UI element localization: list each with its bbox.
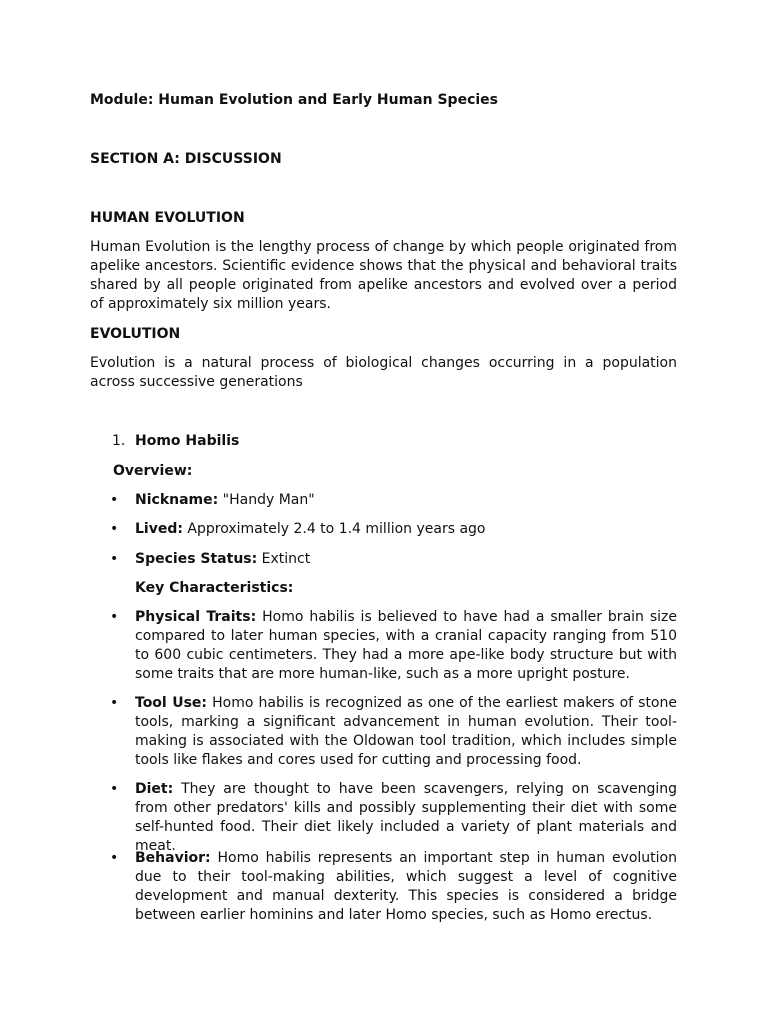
evolution-paragraph: Evolution is a natural process of biological changes occurring in a population across successive generations <box>90 355 677 390</box>
overview-item-lived <box>135 520 677 539</box>
section-title: SECTION A: DISCUSSION <box>90 151 282 167</box>
characteristic-diet <box>135 780 677 856</box>
key-characteristics-label: Key Characteristics: <box>135 580 294 596</box>
characteristic-text: Homo habilis represents an important step in human evolution due to their tool-making abilities, which suggest a level of cognitive development and manual dexterity. This species is considered a bridge between earlier hominins and later Homo species, such as Homo erectus. <box>135 850 677 923</box>
overview-label-nickname: Nickname: <box>135 492 219 508</box>
human-evolution-heading: HUMAN EVOLUTION <box>90 210 245 226</box>
characteristic-tool-use <box>135 694 677 770</box>
characteristic-label: Physical Traits: <box>135 609 257 625</box>
bullet-icon: • <box>110 521 119 537</box>
overview-value-status: Extinct <box>257 551 311 567</box>
bullet-icon: • <box>110 609 119 625</box>
overview-value-lived: Approximately 2.4 to 1.4 million years ago <box>182 521 486 537</box>
bullet-icon: • <box>110 695 119 711</box>
overview-label-status: Species Status: <box>135 551 258 567</box>
characteristic-text: They are thought to have been scavengers, relying on scavenging from other predators' kills and possibly supplementing their diet with some self-hunted food. Their diet likely included a variety of plant materials and meat. <box>135 781 677 854</box>
human-evolution-paragraph: Human Evolution is the lengthy process of change by which people originated from apelike ancestors. Scientific evidence shows that the physical and behavioral traits shared by all people originated from apelike ancestors and evolved over a period of approximately six million years. <box>90 239 677 312</box>
overview-value-nickname: "Handy Man" <box>218 492 315 508</box>
overview-item-nickname <box>135 491 677 510</box>
characteristic-text: Homo habilis is believed to have had a smaller brain size compared to later human species, with a cranial capacity ranging from 510 to 600 cubic centimeters. They had a more ape-like body structure but with some traits that are more human-like, such as a more upright posture. <box>135 609 677 682</box>
bullet-icon: • <box>110 850 119 866</box>
overview-label-lived: Lived: <box>135 521 183 537</box>
characteristic-label: Diet: <box>135 781 174 797</box>
bullet-icon: • <box>110 781 119 797</box>
species-name: Homo Habilis <box>135 433 240 449</box>
overview-item-status <box>135 550 677 569</box>
characteristic-text: Homo habilis is recognized as one of the earliest makers of stone tools, marking a significant advancement in human evolution. Their tool-making is associated with the Oldowan tool tradition, which includes simple tools like flakes and cores used for cutting and processing food. <box>135 695 677 768</box>
species-number: 1. <box>112 433 126 449</box>
characteristic-behavior <box>135 849 677 925</box>
characteristic-physical-traits <box>135 608 677 684</box>
module-title: Module: Human Evolution and Early Human Species <box>90 92 498 108</box>
overview-label: Overview: <box>113 463 193 479</box>
bullet-icon: • <box>110 492 119 508</box>
evolution-heading: EVOLUTION <box>90 326 181 342</box>
bullet-icon: • <box>110 551 119 567</box>
characteristic-label: Tool Use: <box>135 695 208 711</box>
characteristic-label: Behavior: <box>135 850 211 866</box>
